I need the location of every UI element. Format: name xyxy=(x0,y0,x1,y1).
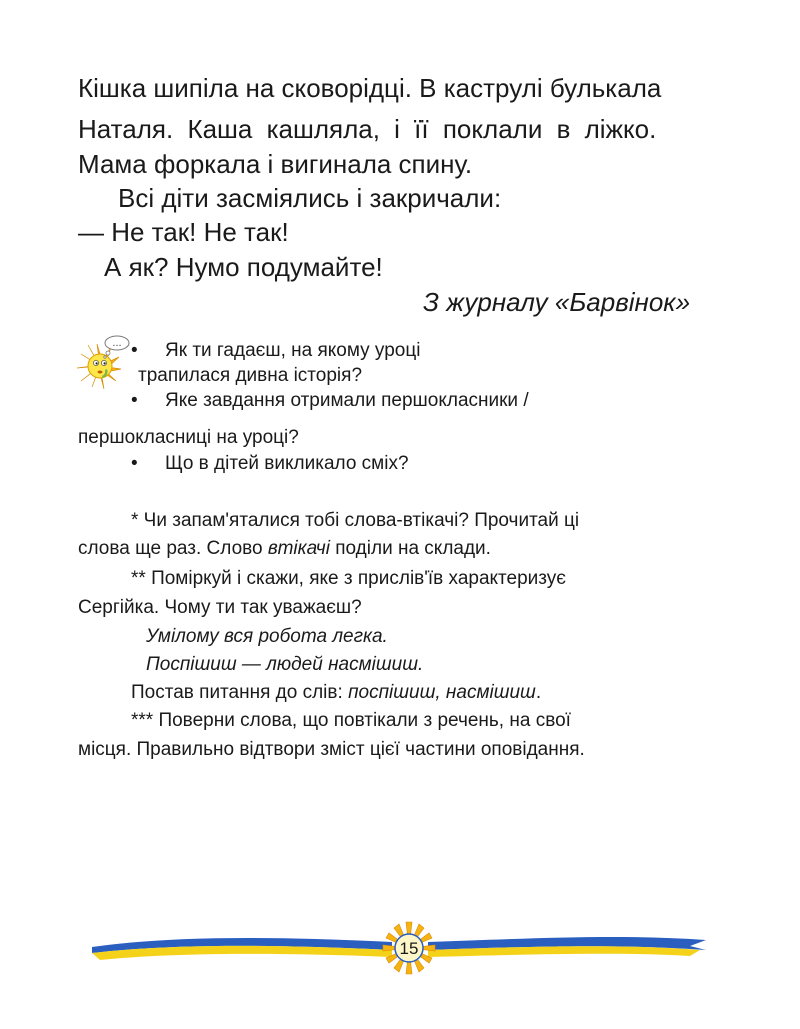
task-1-line-2: слова ще раз. Слово втікачі поділи на склади. xyxy=(78,538,491,559)
story-source: З журналу «Барвінок» xyxy=(423,287,691,317)
task-2-line-2: Сергійка. Чому ти так уважаєш? xyxy=(78,597,362,618)
question-2-line-2: першокласниці на уроці? xyxy=(78,427,299,448)
thinking-sun-icon xyxy=(72,330,134,392)
page-number-badge xyxy=(381,920,437,976)
question-3: • Що в дітей викликало сміх? xyxy=(131,453,409,474)
task-3-line-1: *** Поверни слова, що повтікали з речень, на свої xyxy=(131,710,571,731)
story-line-2: Наталя. Каша кашляла, і її поклали в ліжко. xyxy=(78,114,657,144)
question-1-line-1: • Як ти гадаєш, на якому уроці xyxy=(131,340,421,361)
bullet: • xyxy=(131,340,138,361)
proverb-2: Поспішиш — людей насмішиш. xyxy=(146,654,424,675)
story-line-1: Кішка шипіла на сковорідці. В каструлі булькала xyxy=(78,73,662,103)
story-line-6: А як? Нумо подумайте! xyxy=(104,252,383,282)
story-line-4: Всі діти засміялись і закричали: xyxy=(118,183,502,213)
question-1-line-2: трапилася дивна історія? xyxy=(138,365,363,386)
task-3-line-2: місця. Правильно відтвори зміст цієї частини оповідання. xyxy=(78,739,585,760)
task-2-line-3: Постав питання до слів: поспішиш, насмішиш. xyxy=(131,682,542,703)
task-2-line-1: ** Поміркуй і скажи, яке з прислів'їв характеризує xyxy=(131,568,566,589)
proverb-1: Умілому вся робота легка. xyxy=(146,626,388,647)
thought-bubble-text: ... xyxy=(112,337,122,349)
story-line-5: — Не так! Не так! xyxy=(78,217,289,247)
bullet: • xyxy=(131,390,138,411)
story-line-3: Мама форкала і вигинала спину. xyxy=(78,149,473,179)
question-2-line-1: • Яке завдання отримали першокласники / xyxy=(131,390,529,411)
bullet: • xyxy=(131,453,138,474)
task-1-line-1: * Чи запам'яталися тобі слова-втікачі? Прочитай ці xyxy=(131,510,580,531)
page-number: 15 xyxy=(399,939,419,958)
